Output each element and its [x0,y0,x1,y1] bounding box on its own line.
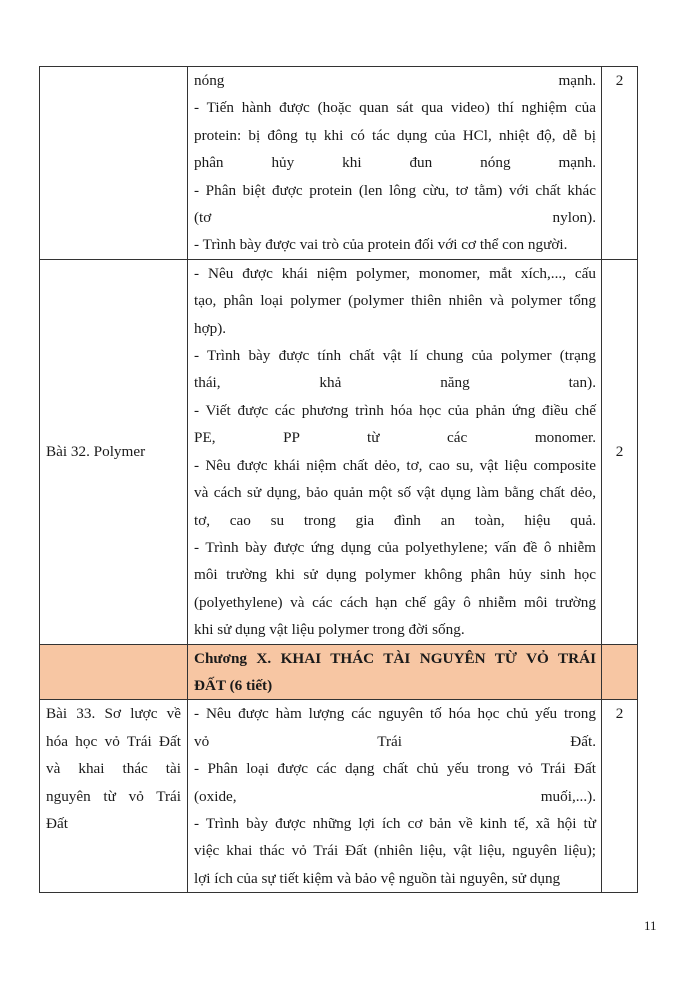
periods-cell [602,67,638,260]
content-cell [188,259,602,644]
lesson-cell [40,644,188,700]
text-line: Đất [46,814,68,832]
text-line: - Phân loại được các dạng chất chủ yếu trong vỏ Trái Đất [194,760,596,778]
text-line: thái, khả năng tan). [194,374,596,392]
text-line: tơ, cao su trong gia đình an toàn, hiệu quả. [194,511,596,529]
text-line: ĐẤT (6 tiết) [194,676,273,694]
periods-value: 2 [615,72,624,89]
text-line: hợp). [194,319,227,337]
text-line: (oxide, muối,...). [194,787,596,805]
lesson-cell [40,700,188,893]
text-line: - Nêu được hàm lượng các nguyên tố hóa học chủ yếu trong [194,705,596,723]
text-line: vỏ Trái Đất. [194,732,596,750]
page-number: 11 [644,918,657,933]
text-line: lợi ích của sự tiết kiệm và bảo vệ nguồn tài nguyên, sử dụng [194,869,561,887]
table-row [40,67,638,260]
text-line: và khai thác tài [46,760,181,778]
lesson-cell [40,67,188,260]
periods-value: 2 [615,442,624,460]
text-line: Bài 33. Sơ lược về [46,705,181,723]
text-line: (polyethylene) và các cách hạn chế gây ô nhiễm môi trường [194,593,596,611]
text-line: nguyên từ vỏ Trái [46,787,181,805]
curriculum-table [39,66,638,893]
chapter-row [40,644,638,700]
text-line: việc khai thác vỏ Trái Đất (nhiên liệu, vật liệu, nguyên liệu); [194,842,596,860]
text-line: - Nêu được khái niệm polymer, monomer, mắt xích,..., cấu [194,264,596,282]
text-line: - Trình bày được tính chất vật lí chung của polymer (trạng [194,347,596,365]
content-cell [188,67,602,260]
table-row [40,259,638,644]
text-line: - Trình bày được vai trò của protein đối với cơ thể con người. [194,236,568,254]
text-line: Bài 32. Polymer [46,442,146,460]
text-line: và cách sử dụng, bảo quản một số vật dụng làm bằng chất dẻo, [194,484,596,502]
text-line: - Trình bày được ứng dụng của polyethylene; vấn đề ô nhiễm [194,538,596,556]
text-line: - Phân biệt được protein (len lông cừu, tơ tằm) với chất khác [194,181,596,199]
text-line: - Tiến hành được (hoặc quan sát qua video) thí nghiệm của [194,99,596,117]
periods-cell [602,644,638,700]
text-line: nóng mạnh. [194,72,596,89]
content-cell [188,700,602,893]
table-row [40,700,638,893]
text-line: - Trình bày được những lợi ích cơ bản về kinh tế, xã hội từ [194,814,596,832]
text-line: (tơ nylon). [194,209,596,227]
lesson-cell [40,259,188,644]
text-line: - Viết được các phương trình hóa học của phản ứng điều chế [194,401,596,419]
periods-value: 2 [615,705,624,723]
text-line: Chương X. KHAI THÁC TÀI NGUYÊN TỪ VỎ TRÁI [194,649,596,667]
text-line: PE, PP từ các monomer. [194,429,596,447]
text-line: môi trường khi sử dụng polymer không phân hủy sinh học [194,566,596,584]
table-body [40,67,638,893]
text-line: phân hủy khi đun nóng mạnh. [194,154,596,172]
text-line: khi sử dụng vật liệu polymer trong đời sống. [194,621,465,639]
text-line: protein: bị đông tụ khi có tác dụng của HCl, nhiệt độ, dễ bị [194,126,596,144]
chapter-title [188,644,602,700]
text-line: tạo, phân loại polymer (polymer thiên nhiên và polymer tổng [194,292,596,310]
periods-cell [602,700,638,893]
periods-cell [602,259,638,644]
text-line: - Nêu được khái niệm chất dẻo, tơ, cao su, vật liệu composite [194,456,596,474]
text-line: hóa học vỏ Trái Đất [46,732,181,750]
